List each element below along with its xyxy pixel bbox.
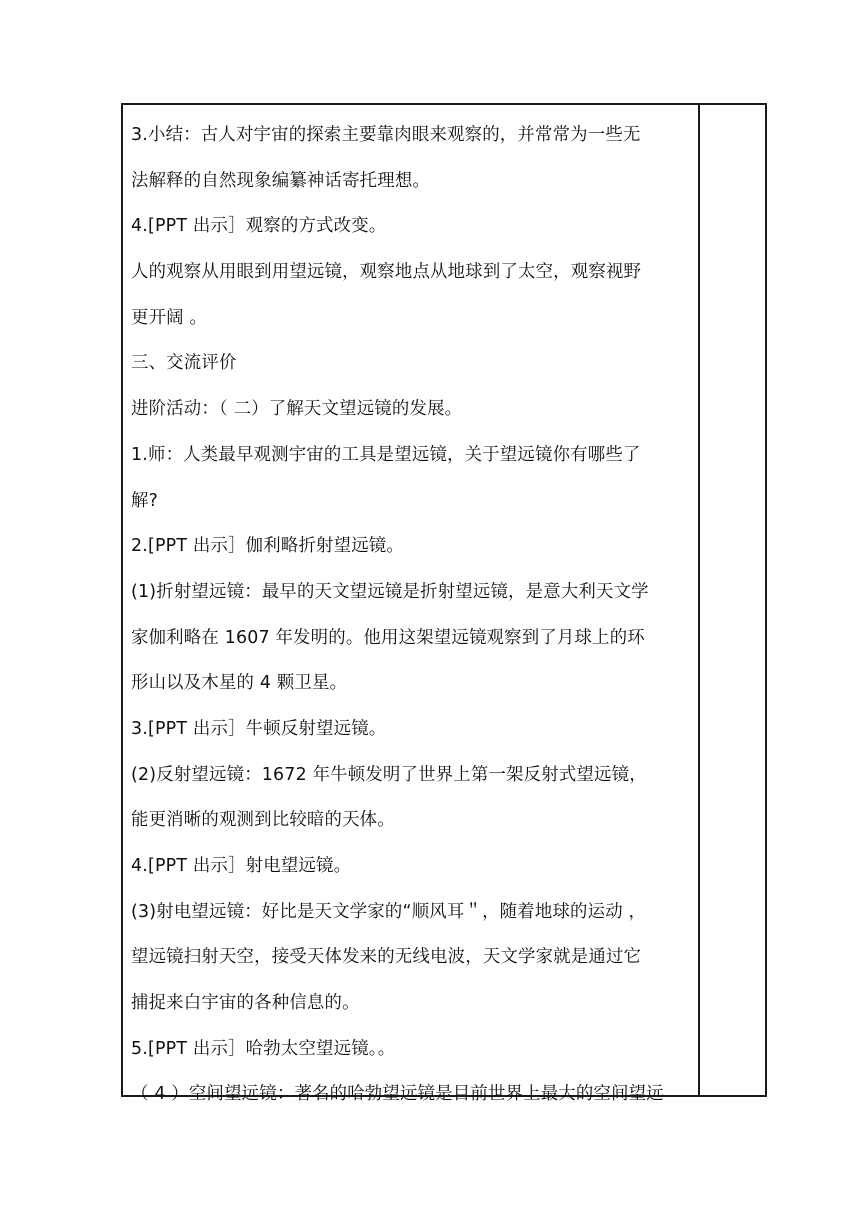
text-line: (2)反射望远镜：1672 年牛顿发明了世界上第一架反射式望远镜， xyxy=(131,764,647,785)
text-line: 4.[PPT 出示］观察的方式改变。 xyxy=(131,216,387,237)
text-line: (3)射电望远镜：好比是天文学家的“顺风耳＂，随着地球的运动 ， xyxy=(131,901,647,922)
text-line: 3.小结：古人对宇宙的探索主要靠肉眼来观察的，并常常为一些无 xyxy=(131,125,641,145)
text-line: （ 4 ）空间望远镜：著名的哈勃望远镜是目前世界上最大的空间望远 xyxy=(131,1084,664,1105)
text-line: 捕捉来白宇宙的各种信息的。 xyxy=(131,993,360,1014)
section-heading: 三、交流评价 xyxy=(131,353,237,374)
text-line: 家伽利略在 1607 年发明的。他用这架望远镜观察到了月球上的环 xyxy=(131,627,645,648)
text-line: 更开阔 。 xyxy=(131,307,208,328)
text-line: 进阶活动：（ 二）了解天文望远镜的发展。 xyxy=(131,399,463,420)
text-line: 人的观察从用眼到用望远镜，观察地点从地球到了太空，观察视野 xyxy=(131,262,642,283)
text-line: 5.[PPT 出示］哈勃太空望远镜。。 xyxy=(131,1038,396,1059)
text-line: 形山以及木星的 4 颗卫星。 xyxy=(131,673,348,694)
text-line: 法解释的自然现象编纂神话寄托理想。 xyxy=(131,170,431,191)
lesson-table xyxy=(121,103,767,1105)
lesson-content-cell xyxy=(131,113,691,1105)
text-line: 3.[PPT 出示］牛顿反射望远镜。 xyxy=(131,718,387,739)
column-divider xyxy=(698,105,700,1095)
text-line: (1)折射望远镜：最早的天文望远镜是折射望远镜，是意大利天文学 xyxy=(131,581,649,602)
text-line: 2.[PPT 出示］伽利略折射望远镜。 xyxy=(131,536,404,557)
text-line: 1.师：人类最早观测宇宙的工具是望远镜，关于望远镜你有哪些了 xyxy=(131,444,641,465)
text-line: 望远镜扫射天空，接受天体发来的无线电波，天文学家就是通过它 xyxy=(131,947,642,968)
text-line: 解? xyxy=(131,490,159,511)
text-line: 4.[PPT 出示］射电望远镜。 xyxy=(131,856,352,876)
text-line: 能更消晰的观测到比较暗的天体。 xyxy=(131,810,395,831)
